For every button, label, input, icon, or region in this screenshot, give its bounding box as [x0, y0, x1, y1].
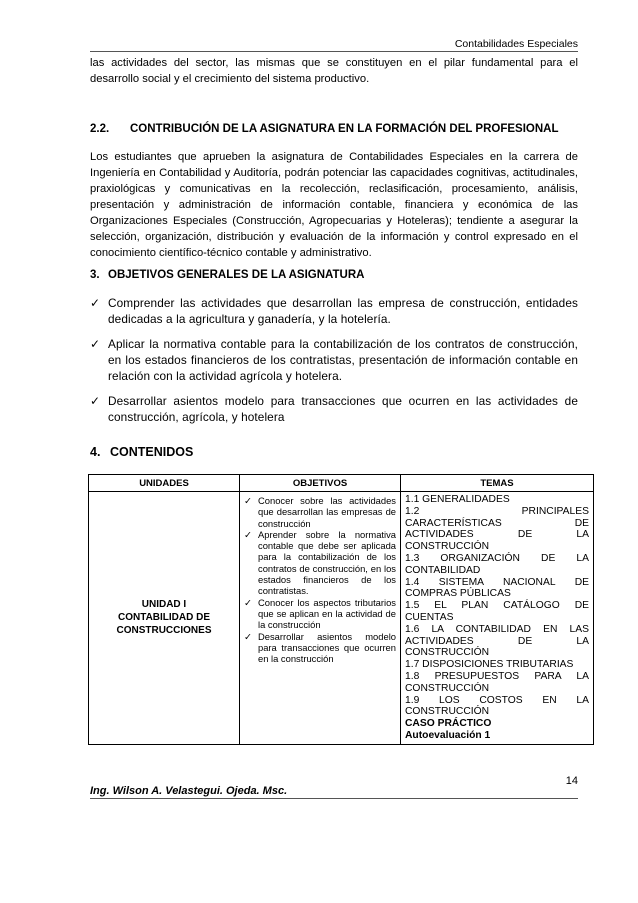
column-header-topics: TEMAS [401, 475, 594, 492]
section-number: 4. [90, 445, 101, 459]
intro-paragraph: las actividades del sector, las mismas que se constituyen en el pilar fundamental para el desarrollo social y el crecimiento del sistema productivo. [90, 57, 578, 85]
list-item [244, 495, 396, 529]
column-header-units: UNIDADES [89, 475, 240, 492]
list-item [90, 393, 578, 425]
checkmark-icon: ✓ [244, 596, 252, 608]
checkmark-icon: ✓ [244, 528, 252, 540]
section-title: OBJETIVOS GENERALES DE LA ASIGNATURA [108, 269, 365, 281]
checkmark-icon: ✓ [244, 495, 252, 506]
list-item [90, 295, 578, 327]
footer-author: Ing. Wilson A. Velastegui. Ojeda. Msc. [90, 785, 288, 797]
list-item [244, 597, 396, 631]
topic-item: 1.8 PRESUPUESTOS PARA LA CONSTRUCCIÓN [405, 670, 589, 694]
list-item [244, 631, 396, 665]
list-item-text: Aplicar la normativa contable para la contabilización de los contratos de construcción, en los estados financieros de los contratistas, presentación de información contable en relación con la actividad agrícola y hotelera. [108, 337, 578, 383]
list-item-text: Comprender las actividades que desarrollan las empresa de construcción, entidades dedicadas a la agricultura y ganadería, y la hotelería. [108, 296, 578, 326]
section-4-heading [90, 445, 578, 459]
objectives-list [90, 295, 578, 434]
section-title: CONTENIDOS [110, 445, 194, 459]
objective-text: Conocer sobre las actividades que desarrollan las empresas de construcción [258, 495, 396, 529]
objective-text: Desarrollar asientos modelo para transacciones que ocurren en la construcción [258, 630, 396, 665]
checkmark-icon: ✓ [244, 630, 252, 642]
section-3-heading [90, 269, 578, 281]
checkmark-icon: ✓ [90, 337, 101, 351]
objective-text: Aprender sobre la normativa contable que debe ser aplicada para la contabilización de los contratos de construcción, en los estados financieros de los contratistas. [258, 528, 396, 597]
list-item [90, 336, 578, 384]
table-header-row [89, 475, 594, 492]
contents-table [88, 474, 594, 745]
list-item [244, 529, 396, 597]
objective-text: Conocer los aspectos tributarios que se aplican en la actividad de la construcción [258, 596, 396, 631]
section-2-2-body: Los estudiantes que aprueben la asignatura de Contabilidades Especiales en la carrera de Ingeniería en Contabilidad y Auditoría, podrán potenciar las capacidades cognitivas, actitudinales, praxiológicas y comunicativas en la recolección, reclasificación, procesamiento, análisis, presentación y administración de información contable, financiera y económica de las Organizaciones Especiales (Construcción, Agropecuarias y Hoteleras); tendiente a asegurar la selección, organización, distribución y evaluación de la información y control expresado en el conocimiento científico-técnico contable y administrativo. [90, 151, 578, 259]
topic-item: 1.4 SISTEMA NACIONAL DE COMPRAS PÚBLICAS [405, 576, 589, 600]
unit-name-line-2: CONSTRUCCIONES [116, 625, 212, 637]
topic-item: 1.5 EL PLAN CATÁLOGO DE CUENTAS [405, 600, 589, 623]
topic-item: 1.7 DISPOSICIONES TRIBUTARIAS [405, 659, 574, 671]
column-header-objectives: OBJETIVOS [240, 475, 401, 492]
self-evaluation-label: Autoevaluación 1 [405, 729, 491, 741]
topic-item: 1.2 PRINCIPALES CARACTERÍSTICAS DE ACTIVIDADES DE LA CONSTRUCCIÓN [405, 505, 589, 553]
section-2-2-heading [90, 123, 578, 135]
running-header: Contabilidades Especiales [454, 38, 578, 50]
topics-cell [401, 492, 594, 745]
header-rule [90, 51, 578, 52]
page-number: 14 [565, 775, 578, 787]
topic-item: 1.3 ORGANIZACIÓN DE LA CONTABILIDAD [405, 552, 589, 576]
unit-name-line-1: CONTABILIDAD DE [117, 612, 211, 624]
table-row [89, 492, 594, 745]
objectives-cell [240, 492, 401, 745]
checkmark-icon: ✓ [90, 296, 101, 310]
footer-rule [90, 798, 578, 799]
list-item-text: Desarrollar asientos modelo para transacciones que ocurren en las actividades de construcción, agrícola, y hotelera [108, 394, 578, 424]
section-title: CONTRIBUCIÓN DE LA ASIGNATURA EN LA FORMACIÓN DEL PROFESIONAL [130, 123, 559, 135]
unit-cell [89, 492, 240, 745]
topic-item: 1.9 LOS COSTOS EN LA CONSTRUCCIÓN [405, 694, 589, 718]
checkmark-icon: ✓ [90, 394, 101, 408]
topic-item: 1.6 LA CONTABILIDAD EN LAS ACTIVIDADES DE LA CONSTRUCCIÓN [405, 623, 589, 659]
section-number: 3. [90, 269, 100, 281]
topic-item: 1.1 GENERALIDADES [405, 494, 510, 505]
section-number: 2.2. [90, 123, 110, 135]
case-study-label: CASO PRÁCTICO [405, 718, 492, 730]
unit-title: UNIDAD I [141, 599, 187, 611]
